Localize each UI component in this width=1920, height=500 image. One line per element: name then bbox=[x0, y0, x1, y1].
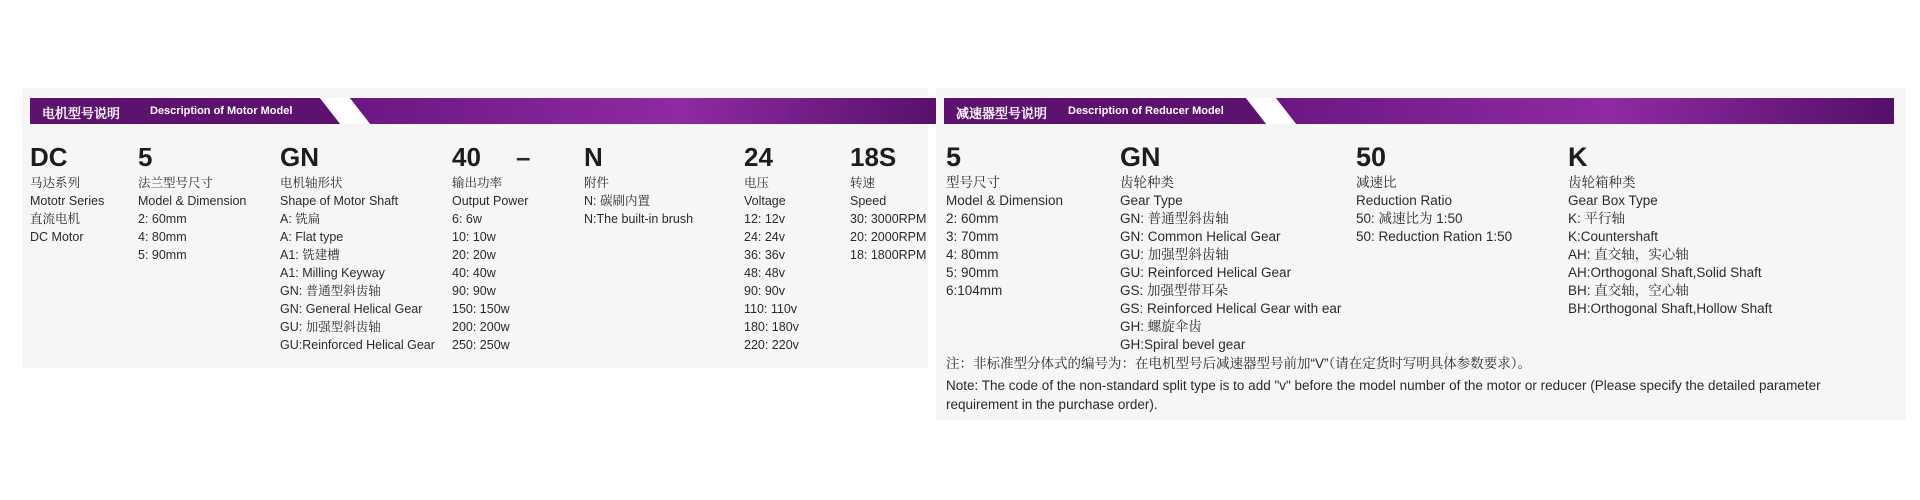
motor-column-4 bbox=[584, 140, 693, 228]
motor-line: 250: 250w bbox=[452, 338, 510, 352]
reducer-line: K: 平行轴 bbox=[1568, 211, 1626, 226]
reducer-line: Reduction Ratio bbox=[1356, 193, 1453, 208]
reducer-line: 3: 70mm bbox=[946, 229, 999, 244]
motor-line: GN: General Helical Gear bbox=[280, 302, 423, 316]
reducer-line: GU: Reinforced Helical Gear bbox=[1120, 265, 1292, 280]
reducer-code: K bbox=[1568, 142, 1588, 172]
motor-title-cn: 电机型号说明 bbox=[42, 106, 121, 121]
reducer-line: Gear Box Type bbox=[1568, 193, 1658, 208]
motor-line: Shape of Motor Shaft bbox=[280, 194, 399, 208]
motor-code: 5 bbox=[138, 142, 153, 172]
motor-line: N:The built-in brush bbox=[584, 212, 694, 226]
motor-line: 10: 10w bbox=[452, 230, 496, 244]
motor-code: 18S bbox=[850, 142, 897, 172]
motor-line: A: Flat type bbox=[280, 230, 344, 244]
reducer-column-2 bbox=[1356, 140, 1512, 246]
motor-line: 90: 90w bbox=[452, 284, 496, 298]
reducer-line: K:Countershaft bbox=[1568, 229, 1659, 244]
reducer-banner bbox=[944, 98, 1894, 124]
reducer-column-1 bbox=[1120, 140, 1341, 354]
motor-line: 24: 24v bbox=[744, 230, 786, 244]
note-cn: 注：非标准型分体式的编号为：在电机型号后减速器型号前加“V”（请在定货时写明具体参数要求）。 bbox=[946, 356, 1531, 371]
reducer-line: 6:104mm bbox=[946, 283, 1003, 298]
reducer-line: 齿轮种类 bbox=[1120, 175, 1174, 190]
note-en: Note: The code of the non-standard split type is to add "v" before the model number of the motor or reducer (Please specify the detailed parameter requirement in the purchase order). bbox=[946, 378, 1821, 412]
motor-line: Mototr Series bbox=[30, 194, 105, 208]
reducer-title-en: Description of Reducer Model bbox=[1068, 105, 1224, 117]
motor-line: 电压 bbox=[744, 176, 770, 190]
reducer-line: GS: Reinforced Helical Gear with ear bbox=[1120, 301, 1342, 316]
motor-line: 90: 90v bbox=[744, 284, 786, 298]
motor-line: 马达系列 bbox=[30, 176, 81, 190]
motor-line: 36: 36v bbox=[744, 248, 786, 262]
reducer-line: AH:Orthogonal Shaft,Solid Shaft bbox=[1568, 265, 1762, 280]
motor-line: GU: 加强型斜齿轴 bbox=[280, 320, 381, 334]
motor-line: 法兰型号尺寸 bbox=[138, 176, 214, 190]
motor-column-2 bbox=[280, 140, 435, 354]
reducer-title-cn: 减速器型号说明 bbox=[956, 106, 1048, 121]
reducer-line: GU: 加强型斜齿轴 bbox=[1120, 247, 1229, 262]
reducer-line: AH: 直交轴，实心轴 bbox=[1568, 247, 1689, 262]
reducer-line: GS: 加强型带耳朵 bbox=[1120, 283, 1229, 298]
motor-line: 30: 3000RPM bbox=[850, 212, 927, 226]
motor-line: 40: 40w bbox=[452, 266, 496, 280]
motor-column-6 bbox=[850, 140, 926, 264]
motor-line: Model & Dimension bbox=[138, 194, 247, 208]
motor-line: 电机轴形状 bbox=[280, 176, 343, 190]
motor-title-en: Description of Motor Model bbox=[150, 105, 293, 117]
motor-model-panel bbox=[22, 88, 928, 368]
motor-line: Speed bbox=[850, 194, 887, 208]
motor-line: 110: 110v bbox=[744, 302, 798, 316]
motor-line: 输出功率 bbox=[452, 176, 503, 190]
reducer-line: 齿轮箱种类 bbox=[1568, 175, 1636, 190]
motor-separator: – bbox=[516, 142, 531, 172]
reducer-line: 50: 减速比为 1:50 bbox=[1356, 211, 1463, 226]
motor-code: DC bbox=[30, 142, 68, 172]
reducer-line: 5: 90mm bbox=[946, 265, 999, 280]
motor-line: N: 碳刷内置 bbox=[584, 194, 650, 208]
motor-line: 4: 80mm bbox=[138, 230, 187, 244]
reducer-code: 5 bbox=[946, 142, 962, 172]
reducer-column-0 bbox=[946, 140, 1063, 300]
motor-line: GU:Reinforced Helical Gear bbox=[280, 338, 435, 352]
motor-line: 180: 180v bbox=[744, 320, 799, 334]
motor-code: GN bbox=[280, 142, 319, 172]
motor-line: 18: 1800RPM bbox=[850, 248, 927, 262]
reducer-line: Model & Dimension bbox=[946, 193, 1064, 208]
motor-line: A1: 铣建槽 bbox=[280, 248, 340, 262]
motor-code: N bbox=[584, 142, 603, 172]
motor-line: 220: 220v bbox=[744, 338, 799, 352]
motor-line: DC Motor bbox=[30, 230, 84, 244]
motor-line: 150: 150w bbox=[452, 302, 510, 316]
reducer-line: 4: 80mm bbox=[946, 247, 999, 262]
motor-line: 20: 2000RPM bbox=[850, 230, 927, 244]
reducer-line: GH: 螺旋伞齿 bbox=[1120, 319, 1202, 334]
reducer-line: GH:Spiral bevel gear bbox=[1120, 337, 1246, 352]
reducer-model-panel bbox=[936, 88, 1906, 420]
motor-line: 6: 6w bbox=[452, 212, 482, 226]
motor-line: 直流电机 bbox=[30, 212, 81, 226]
motor-line: 12: 12v bbox=[744, 212, 786, 226]
reducer-line: GN: 普通型斜齿轴 bbox=[1120, 211, 1229, 226]
reducer-line: 2: 60mm bbox=[946, 211, 999, 226]
motor-line: 2: 60mm bbox=[138, 212, 187, 226]
reducer-line: BH:Orthogonal Shaft,Hollow Shaft bbox=[1568, 301, 1773, 316]
reducer-code: 50 bbox=[1356, 142, 1387, 172]
motor-line: A: 铣扁 bbox=[280, 212, 321, 226]
motor-line: Voltage bbox=[744, 194, 786, 208]
motor-line: 20: 20w bbox=[452, 248, 496, 262]
reducer-line: Gear Type bbox=[1120, 193, 1183, 208]
motor-code: 24 bbox=[744, 142, 773, 172]
reducer-line: BH: 直交轴，空心轴 bbox=[1568, 283, 1689, 298]
reducer-code: GN bbox=[1120, 142, 1161, 172]
motor-code: 40 bbox=[452, 142, 481, 172]
motor-line: 附件 bbox=[584, 176, 610, 190]
reducer-line: 50: Reduction Ration 1:50 bbox=[1356, 229, 1513, 244]
reducer-line: 型号尺寸 bbox=[946, 175, 1000, 190]
motor-line: A1: Milling Keyway bbox=[280, 266, 385, 280]
motor-line: 48: 48v bbox=[744, 266, 786, 280]
motor-column-5 bbox=[744, 140, 799, 354]
motor-column-0 bbox=[30, 140, 104, 246]
motor-line: 5: 90mm bbox=[138, 248, 187, 262]
motor-column-1 bbox=[138, 140, 246, 264]
reducer-line: GN: Common Helical Gear bbox=[1120, 229, 1281, 244]
motor-banner bbox=[30, 98, 950, 124]
motor-line: 200: 200w bbox=[452, 320, 510, 334]
motor-line: Output Power bbox=[452, 194, 529, 208]
reducer-line: 减速比 bbox=[1356, 175, 1397, 190]
motor-line: 转速 bbox=[850, 176, 876, 190]
motor-line: GN: 普通型斜齿轴 bbox=[280, 284, 381, 298]
reducer-column-3 bbox=[1568, 140, 1772, 318]
